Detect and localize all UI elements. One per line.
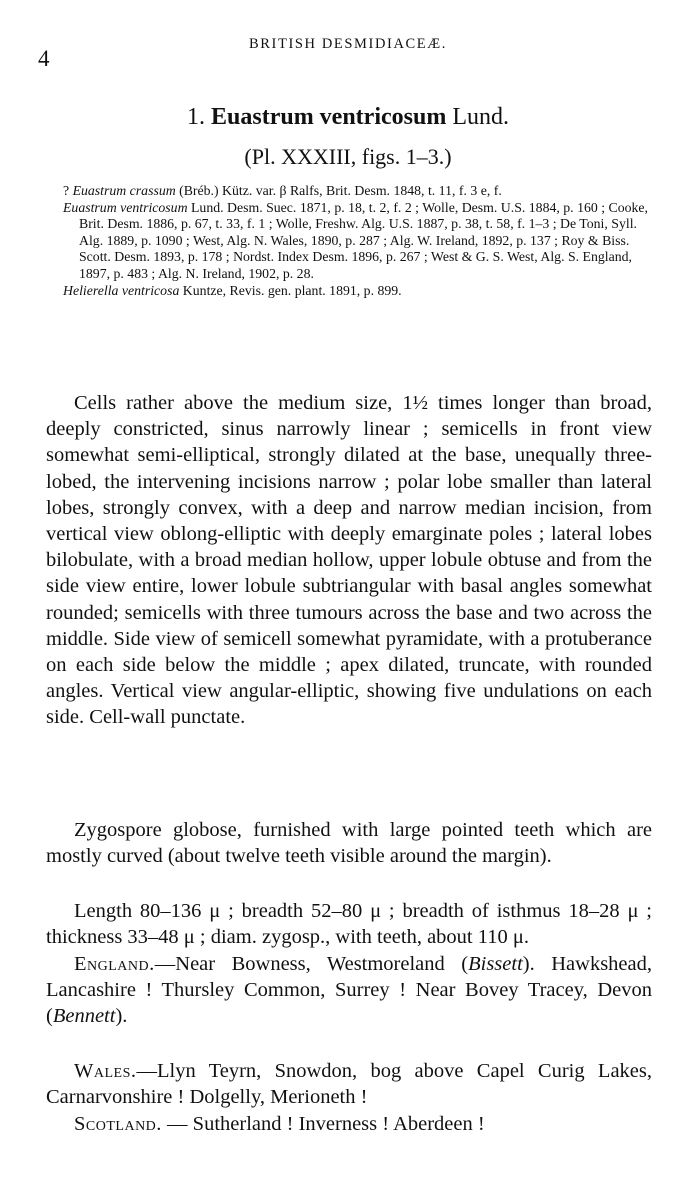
locality-text: —Llyn Teyrn, Snowdon, bog above Capel Curig Lakes, Carnarvonshire ! Dolgelly, Merioneth ! (46, 1060, 652, 1109)
synonym-prefix: ? (63, 183, 73, 198)
page-number: 4 (38, 46, 50, 71)
locality-text: — Sutherland ! Inverness ! Aberdeen ! (161, 1113, 485, 1135)
region-label: Wales. (74, 1060, 137, 1082)
collector-name: Bennett (52, 1005, 116, 1028)
species-heading (0, 104, 696, 131)
synonym-citation: Kuntze, Revis. gen. plant. 1891, p. 899. (179, 282, 402, 298)
region-label: England. (74, 953, 155, 975)
species-authority: Lund. (452, 104, 509, 130)
synonym-citation: (Bréb.) Kütz. var. β Ralfs, Brit. Desm. 1848, t. 11, f. 3 e, f. (175, 183, 502, 198)
synonym-entry (63, 183, 655, 200)
synonym-entry (63, 200, 655, 283)
synonym-name: Helierella ventricosa (63, 282, 180, 298)
distribution-wales (46, 1058, 652, 1110)
synonym-name: Euastrum crassum (72, 183, 176, 198)
measurements-paragraph: Length 80–136 μ ; breadth 52–80 μ ; breadth of isthmus 18–28 μ ; thickness 33–48 μ ; diam. zygosp., with teeth, about 110 μ. (46, 900, 652, 949)
plate-reference: (Pl. XXXIII, figs. 1–3.) (244, 144, 452, 169)
species-number: 1. (187, 104, 205, 130)
running-head: BRITISH DESMIDIACEÆ. (249, 36, 447, 52)
distribution-england (46, 951, 652, 1030)
distribution-scotland (46, 1111, 652, 1137)
synonym-name: Euastrum ventricosum (63, 199, 188, 215)
locality-text: ). Hawkshead, Lancashire ! Thursley Common, Surrey ! Near Bovey Tracey, Devon ( (46, 953, 652, 1028)
synonym-citation: Lund. Desm. Suec. 1871, p. 18, t. 2, f. 2 ; Wolle, Desm. U.S. 1884, p. 160 ; Cooke, Brit. Desm. 1886, p. 67, t. 33, f. 1 ; Wolle, Freshw. Alg. U.S. 1887, p. 38, t. 58, f. 1–3 ; De Toni, Syll. Alg. 1889, p. 1090 ; West, Alg. N. Wales, 1890, p. 287 ; Alg. W. Ireland, 1892, p. 137 ; Roy & Biss. Scott. Desm. 1893, p. 178 ; Nordst. Index Desm. 1896, p. 267 ; West & G. S. West, Alg. S. England, 1897, p. 483 ; Alg. N. Ireland, 1902, p. 28. (79, 199, 648, 281)
region-label: Scotland. (74, 1113, 162, 1135)
synonym-entry (63, 283, 655, 300)
synonymy-list (63, 183, 655, 299)
zygospore-paragraph: Zygospore globose, furnished with large pointed teeth which are mostly curved (about twelve teeth visible around the margin). (46, 819, 652, 868)
locality-text: —Near Bowness, Westmoreland ( (154, 953, 469, 975)
collector-name: Bissett (468, 953, 523, 975)
locality-text: ). (115, 1005, 128, 1028)
species-name: Euastrum ventricosum (211, 104, 447, 130)
description-paragraph: Cells rather above the medium size, 1½ times longer than broad, deeply constricted, sinus narrowly linear ; semicells in front view somewhat semi-elliptical, strongly dilated at the base, unequally three-lobed, the intervening incisions narrow ; polar lobe smaller than lateral lobes, strongly convex, with a deep and narrow median incision, from vertical view oblong-elliptic with deeply emarginate poles ; lateral lobes bilobulate, with a broad median hollow, upper lobule obtuse and from the side view entire, lower lobule subtriangular with basal angles somewhat rounded; semicells with three tumours across the base and two across the middle. Side view of semicell somewhat pyramidate, with a protuberance on each side below the middle ; apex dilated, truncate, with rounded angles. Vertical view angular-elliptic, showing five undulations on each side. Cell-wall punctate. (46, 392, 652, 729)
